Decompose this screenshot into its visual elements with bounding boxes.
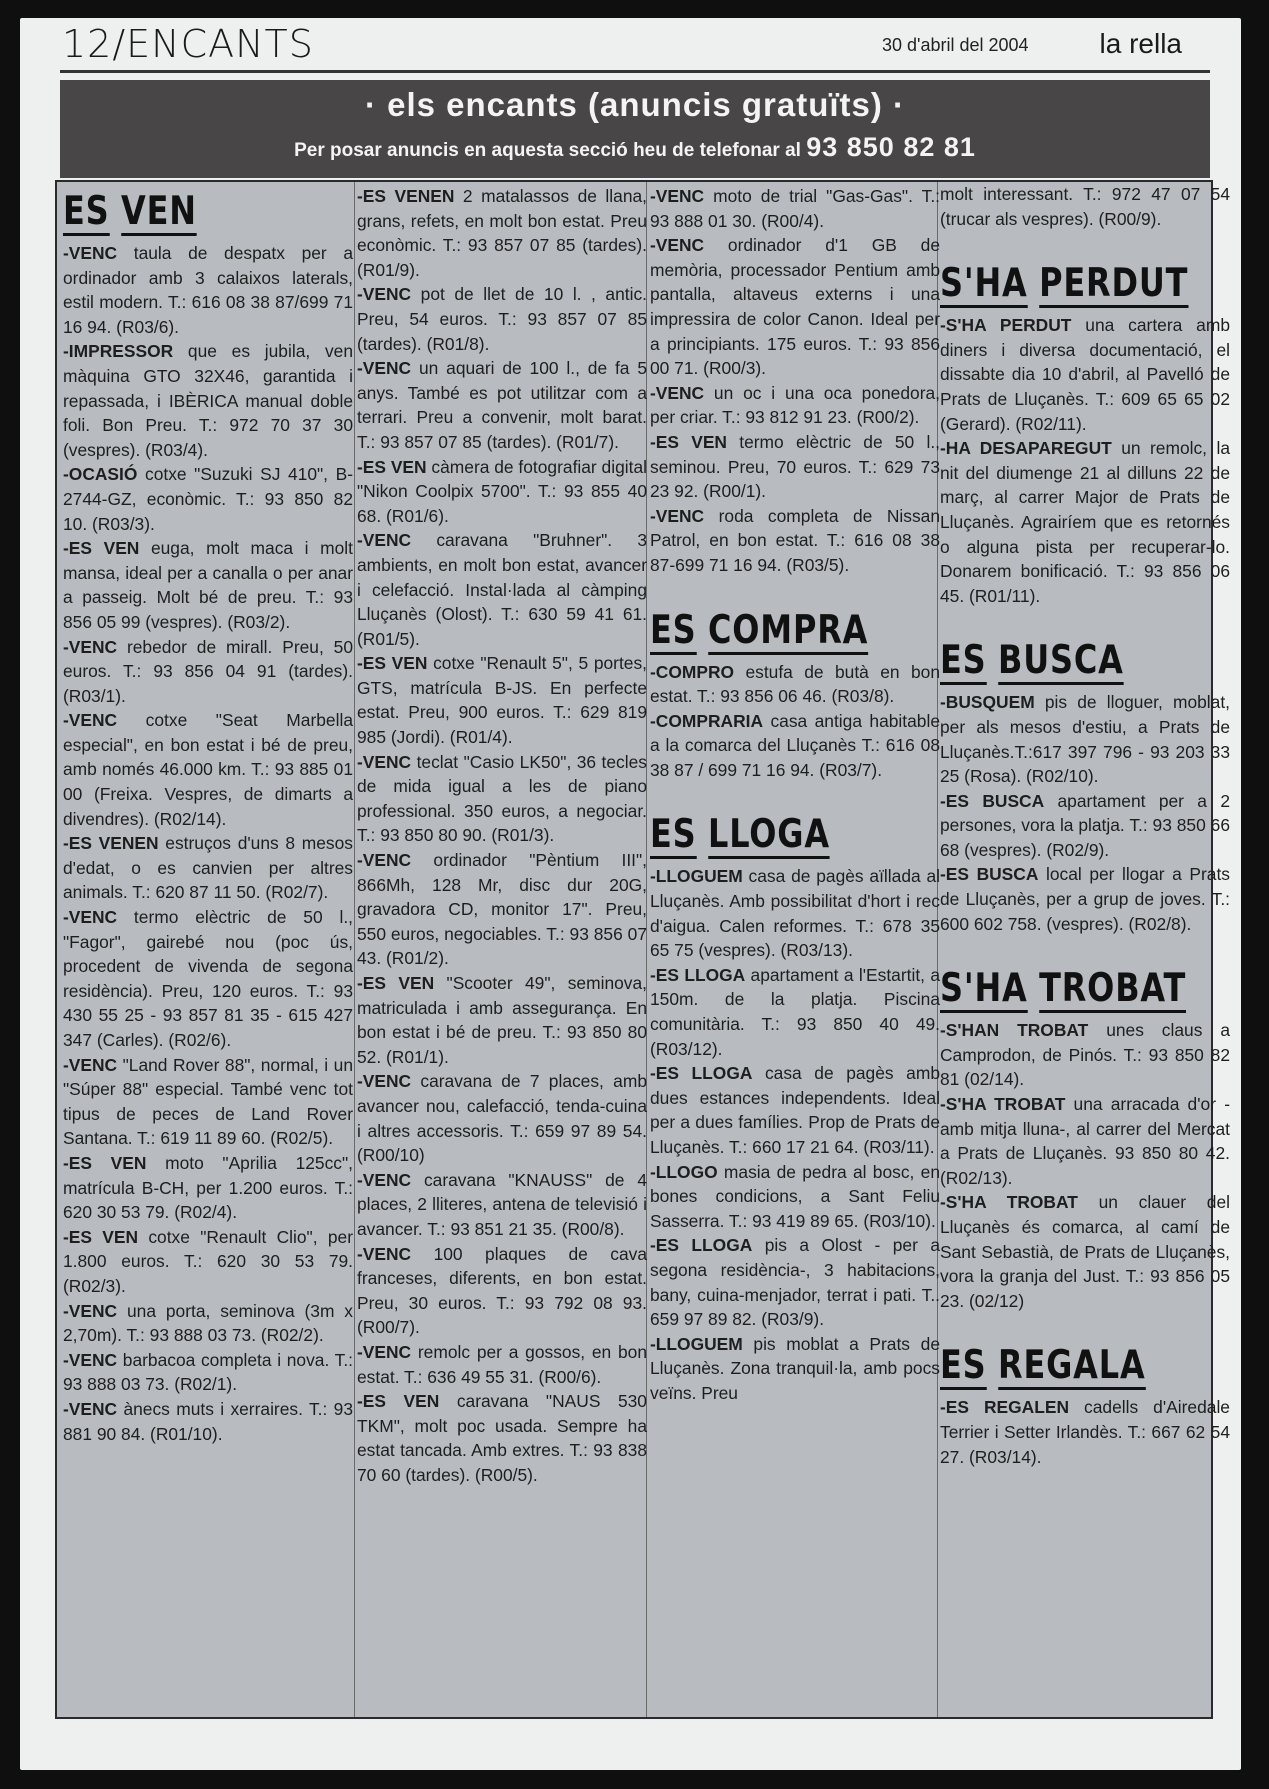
ad-lead: -VENC <box>650 505 705 526</box>
classified-ad <box>650 1160 940 1234</box>
ad-lead: -VENC <box>357 284 412 305</box>
ad-lead: -VENC <box>63 907 118 928</box>
ad-text: rebedor de mirall. Preu, 50 euros. T.: 93 856 04 91 (tardes). (R03/1). <box>63 636 353 706</box>
ad-lead: -LLOGUEM <box>650 866 743 887</box>
ad-text: cotxe "Suzuki SJ 410", B-2744-GZ, econòmic. T.: 93 850 82 10. (R03/3). <box>63 464 353 534</box>
category-heading-word: LLOGA <box>708 812 830 858</box>
ad-text: 2 matalassos de llana, grans, refets, en molt bon estat. Preu econòmic. T.: 93 857 07 85 (tardes). (R01/9). <box>357 186 647 280</box>
ad-lead: -VENC <box>357 751 412 772</box>
classified-ad <box>357 455 647 529</box>
ad-text: cotxe "Seat Marbella especial", en bon estat i bé de preu, amb només 46.000 km. T.: 93 885 01 00 (Freixa. Vespres, de dimarts a divendres). (R02/14). <box>63 710 353 829</box>
banner-instructions: Per posar anuncis en aquesta secció heu de telefonar al <box>294 140 801 161</box>
ad-text: euga, molt maca i molt mansa, ideal per a canalla o per anar a passeig. Molt bé de preu. T.: 93 856 05 99 (vespres). (R03/2). <box>63 538 353 632</box>
ad-lead: -VENC <box>357 1169 412 1190</box>
classified-ad <box>357 1340 647 1389</box>
classified-ad <box>357 356 647 454</box>
ad-text: casa de pagès aïllada al Lluçanès. Amb possibilitat d'hort i rec d'aigua. Calen reformes. T.: 678 35 65 75 (vespres). (R03/13). <box>650 866 940 961</box>
ad-text: teclat "Casio LK50", 36 tecles de mida igual a les de piano professional. 350 euros, a negociar. T.: 93 850 80 90. (R01/3). <box>357 751 647 846</box>
classified-ad <box>940 313 1230 436</box>
classified-ad <box>940 436 1230 608</box>
category-heading <box>63 187 301 239</box>
ad-text: "Scooter 49", seminova, matriculada i amb assegurança. En bon estat i bé de preu. T.: 93 850 80 52. (R01/1). <box>357 973 647 1067</box>
category-heading <box>940 964 1187 1016</box>
ad-lead: -ES VEN <box>63 1226 139 1247</box>
ad-text: estufa de butà en bon estat. T.: 93 856 06 46. (R03/8). <box>650 661 940 707</box>
ad-lead: -ES VEN <box>650 431 727 452</box>
category-heading-word: TROBAT <box>1039 966 1187 1012</box>
category-heading <box>940 636 1178 688</box>
section-gap <box>650 578 940 606</box>
ad-text: un remolc, la nit del diumenge 21 al dilluns 22 de març, al carrer Major de Prats de Lluçanès. Agrairíem que es retornés o alguna pista per recuperar-lo. Donarem bonificació. T.: 93 856 06 45. (R01/11). <box>940 438 1230 606</box>
section-gap <box>940 936 1230 964</box>
classified-ad <box>650 1332 940 1406</box>
category-heading-word: REGALA <box>998 1343 1146 1389</box>
classified-ad <box>940 690 1230 788</box>
ad-lead: -VENC <box>63 1398 118 1419</box>
category-heading-word: ES <box>940 638 987 684</box>
category-heading-word: COMPRA <box>708 607 869 653</box>
column-2 <box>357 184 647 1719</box>
classified-ad <box>357 971 647 1069</box>
classified-ad <box>63 339 353 462</box>
ad-text: estruços d'uns 8 mesos d'edat, o es canvien per altres animals. T.: 620 87 11 50. (R02/7). <box>63 833 353 903</box>
category-heading <box>650 606 888 658</box>
ad-text: casa de pagès amb dues estances independents. Ideal per a dues famílies. Prop de Prats de Lluçanès. T.: 660 17 21 64. (R03/11). <box>650 1063 940 1157</box>
classified-ad <box>940 1092 1230 1190</box>
ad-text: roda completa de Nissan Patrol, en bon estat. T.: 616 08 38 87-699 71 16 94. (R03/5). <box>650 505 940 575</box>
ad-lead: -BUSQUEM <box>940 692 1035 713</box>
classified-ad <box>650 184 940 233</box>
ad-lead: -OCASIÓ <box>63 464 138 485</box>
column-1 <box>63 187 353 1722</box>
ad-text: molt interessant. T.: 972 47 07 54 (trucar als vespres). (R00/9). <box>940 184 1230 229</box>
ad-lead: -VENC <box>357 1341 412 1362</box>
ad-lead: -ES BUSCA <box>940 790 1045 811</box>
ad-text: remolc per a gossos, en bon estat. T.: 636 49 55 31. (R00/6). <box>357 1341 647 1387</box>
ad-lead: -COMPRO <box>650 661 735 682</box>
header-rule <box>60 70 1210 73</box>
ad-text: caravana "Bruhner". 3 ambients, en molt bon estat, avancer i celefacció. Instal·lada al càmping Lluçanès (Olost). T.: 630 59 41 61. (R01/5). <box>357 530 647 649</box>
classified-ad <box>63 462 353 536</box>
ad-lead: -S'HA TROBAT <box>940 1192 1078 1213</box>
ad-lead: -VENC <box>357 358 412 379</box>
ad-lead: -LLOGO <box>650 1161 718 1182</box>
category-heading <box>650 810 888 862</box>
ad-text: termo elèctric de 50 l., "Fagor", gairebé nou (poc ús, procedent de vivenda de segona residència). Preu, 120 euros. T.: 93 430 55 25 - 93 857 81 35 - 615 427 347 (Carles). (R02/6). <box>63 907 353 1050</box>
category-heading-word: PERDUT <box>1039 261 1189 307</box>
classified-ad <box>357 651 647 749</box>
category-heading-word: S'HA <box>940 261 1028 307</box>
ad-lead: -ES VENEN <box>63 833 159 854</box>
ad-lead: -VENC <box>357 850 412 871</box>
ad-text: una cartera amb diners i diversa documentació, el dissabte dia 10 d'abril, al Pavelló de Prats de Lluçanès. T.: 609 65 65 02 (Gerard). (R02/11). <box>940 315 1230 434</box>
ad-text: pis a Olost - per a segona residència-, 3 habitacions, bany, cuina-menjador, terrat i pati. T.. 659 97 89 82. (R03/9). <box>650 1235 940 1330</box>
category-heading-word: ES <box>63 189 110 234</box>
classified-ad <box>357 1389 647 1487</box>
classified-ad <box>63 1151 353 1225</box>
classified-ad <box>63 1299 353 1348</box>
ad-text: "Land Rover 88", normal, i un "Súper 88" especial. També venc tot tipus de peces de Land Rover Santana. T.: 619 11 89 60. (R02/5). <box>63 1054 353 1149</box>
classified-ad <box>650 1061 940 1159</box>
classified-ad <box>650 709 940 783</box>
ad-text: moto de trial "Gas-Gas". T.: 93 888 01 30. (R00/4). <box>650 186 940 231</box>
classified-ad <box>650 1233 940 1331</box>
ad-text: una porta, seminova (3m x 2,70m). T.: 93 888 03 73. (R02/2). <box>63 1300 353 1346</box>
ad-text: apartament per a 2 persones, vora la platja. T.: 93 850 66 68 (vespres). (R02/9). <box>940 790 1230 860</box>
ad-text: termo elèctric de 50 l., seminou. Preu, 70 euros. T.: 629 73 23 92. (R00/1). <box>650 431 940 502</box>
ad-lead: -VENC <box>63 710 118 731</box>
classified-ad <box>940 789 1230 863</box>
banner-title: · els encants (anuncis gratuïts) · <box>364 86 906 123</box>
category-heading-word: ES <box>650 607 697 653</box>
ad-lead: -ES BUSCA <box>940 864 1039 885</box>
ad-text: caravana "KNAUSS" de 4 places, 2 lliteres, antena de televisió i avancer. T.: 93 851 21 35. (R00/8). <box>357 1169 647 1239</box>
ad-text: ordinador d'1 GB de memòria, processador Pentium amb pantalla, altaveus externs i una impressira de color Canon. Ideal per a principiants. 175 euros. T.: 93 856 00 71. (R00/3). <box>650 235 940 379</box>
category-heading <box>940 1341 1178 1393</box>
category-heading-word: ES <box>650 812 697 858</box>
classified-ad <box>357 1242 647 1340</box>
ad-lead: -ES VEN <box>357 456 427 477</box>
classified-ad <box>63 1397 353 1446</box>
ad-text: pis moblat a Prats de Lluçanès. Zona tranquil·la, amb pocs veïns. Preu <box>650 1333 940 1403</box>
classified-ad <box>357 528 647 651</box>
ad-lead: -VENC <box>357 1071 412 1092</box>
ad-lead: -COMPRARIA <box>650 710 764 731</box>
classified-ad <box>650 864 940 962</box>
classified-ad <box>63 708 353 831</box>
classifieds-body <box>55 180 1230 1719</box>
classified-ad <box>63 241 353 339</box>
ad-text: moto "Aprilia 125cc", matrícula B-CH, per 1.200 euros. T.: 620 30 53 79. (R02/4). <box>63 1152 353 1223</box>
ad-text: apartament a l'Estartit, a 150m. de la platja. Piscina comunitària. T.: 93 850 40 49. (R03/12). <box>650 964 940 1059</box>
ad-lead: -S'HA TROBAT <box>940 1094 1066 1115</box>
classified-ad <box>940 182 1230 231</box>
classified-ad <box>357 282 647 356</box>
ad-text: pis de lloguer, moblat, per als mesos d'estiu, a Prats de Lluçanès.T.:617 397 796 - 93 203 33 25 (Rosa). (R02/10). <box>940 692 1230 787</box>
column-divider <box>354 182 355 1717</box>
ad-lead: -VENC <box>650 235 705 256</box>
ad-lead: -S'HAN TROBAT <box>940 1020 1089 1041</box>
ad-lead: -HA DESAPAREGUT <box>940 438 1112 459</box>
section-gap <box>940 1313 1230 1341</box>
classified-ad <box>650 233 940 381</box>
ad-lead: -ES LLOGA <box>650 1235 753 1256</box>
banner-phone: 93 850 82 81 <box>806 132 976 162</box>
ad-text: caravana de 7 places, amb avancer nou, calefacció, tenda-cuina i altres accessoris. T.: 659 97 89 54. (R00/10) <box>357 1071 647 1166</box>
classified-ad <box>650 504 940 578</box>
ad-text: una arracada d'or -amb mitja lluna-, al carrer del Mercat a Prats de Lluçanès. 93 850 80 42. (R02/13). <box>940 1094 1230 1188</box>
ad-lead: -ES VEN <box>63 538 140 559</box>
classified-ad <box>63 905 353 1053</box>
ad-text: cotxe "Renault Clio", per 1.800 euros. T.: 620 30 53 79. (R02/3). <box>63 1226 353 1296</box>
ad-text: casa antiga habitable a la comarca del Lluçanès T.: 616 08 38 87 / 699 71 16 94. (R03/7). <box>650 710 940 780</box>
column-3 <box>650 184 940 1719</box>
section-gap <box>940 231 1230 259</box>
classified-ad <box>940 862 1230 936</box>
section-gap <box>940 608 1230 636</box>
ad-lead: -VENC <box>63 243 118 263</box>
classified-ad <box>357 1069 647 1167</box>
classified-ad <box>940 1190 1230 1313</box>
ad-lead: -VENC <box>63 1054 118 1075</box>
ad-lead: -IMPRESSOR <box>63 341 174 362</box>
category-heading-word: ES <box>940 1343 987 1389</box>
ad-text: local per llogar a Prats de Lluçanès, per a grup de joves. T.: 600 602 758. (vespres). (R02/8). <box>940 864 1230 934</box>
ad-text: un oc i una oca ponedora, per criar. T.: 93 812 91 23. (R00/2). <box>650 382 940 428</box>
page-header <box>40 20 1200 66</box>
ad-lead: -ES LLOGA <box>650 1063 753 1084</box>
category-heading-word: VEN <box>121 189 197 234</box>
ad-text: masia de pedra al bosc, en bones condicions, a Sant Feliu Sasserra. T.: 93 419 89 65. (R03/10). <box>650 1161 940 1231</box>
ad-text: un aquari de 100 l., de fa 5 anys. També es pot utilitzar com a terrari. Preu a convenir, molt barat. T.: 93 857 07 85 (tardes). (R01/7). <box>357 358 647 452</box>
section-title: 12/ENCANTS <box>62 22 314 66</box>
ad-lead: -ES VEN <box>357 653 428 674</box>
ad-text: ordinador "Pèntium III", 866Mh, 128 Mr, disc dur 20G, gravadora CD, monitor 17". Preu, 550 euros, negociables. T.: 93 856 07 43. (R01/2). <box>357 850 647 969</box>
ad-text: unes claus a Camprodon, de Pinós. T.: 93 850 82 81 (02/14). <box>940 1020 1230 1090</box>
ad-lead: -ES REGALEN <box>940 1397 1070 1418</box>
classified-ad <box>357 848 647 971</box>
classified-ad <box>357 750 647 848</box>
column-4 <box>940 182 1230 1717</box>
ad-text: ànecs muts i xerraires. T.: 93 881 90 84. (R01/10). <box>63 1398 353 1444</box>
classified-ad <box>650 381 940 430</box>
classifieds-banner <box>60 80 1210 178</box>
ad-lead: -VENC <box>63 1349 118 1370</box>
classified-ad <box>63 831 353 905</box>
ad-text: cotxe "Renault 5", 5 portes, GTS, matrícula B-JS. En perfecte estat. Preu, 900 euros. T.: 629 819 985 (Jordi). (R01/4). <box>357 653 647 748</box>
ad-lead: -VENC <box>63 636 118 657</box>
classified-ad <box>650 963 940 1061</box>
ad-text: 100 plaques de cava franceses, diferents, en bon estat. Preu, 30 euros. T.: 93 792 08 93. (R00/7). <box>357 1243 647 1338</box>
ad-lead: -ES VENEN <box>357 186 455 206</box>
ad-lead: -ES VEN <box>357 1391 440 1412</box>
ad-text: un clauer del Lluçanès és comarca, al camí de Sant Sebastià, de Prats de Lluçanès, vora la granja del Just. T.: 93 856 05 23. (02/12) <box>940 1192 1230 1311</box>
category-heading <box>940 259 1189 311</box>
ad-lead: -LLOGUEM <box>650 1333 743 1354</box>
section-gap <box>650 782 940 810</box>
ad-text: que es jubila, ven màquina GTO 32X46, garantida i repassada, i IBÈRICA manual doble foli. Bon Preu. T.: 972 70 37 30 (vespres). (R03/4). <box>63 341 353 460</box>
category-heading-word: BUSCA <box>998 638 1124 684</box>
classified-ad <box>63 635 353 709</box>
ad-text: taula de despatx per a ordinador amb 3 calaixos laterals, estil modern. T.: 616 08 38 87/699 71 16 94. (R03/6). <box>63 243 353 337</box>
ad-text: barbacoa completa i nova. T.: 93 888 03 73. (R02/1). <box>63 1349 353 1395</box>
ad-lead: -ES VEN <box>357 973 435 993</box>
ad-lead: -VENC <box>63 1300 118 1321</box>
classified-ad <box>940 1395 1230 1469</box>
classified-ad <box>63 1348 353 1397</box>
classified-ad <box>650 660 940 709</box>
classified-ad <box>357 1168 647 1242</box>
issue-date: 30 d'abril del 2004 <box>882 35 1029 55</box>
classified-ad <box>63 536 353 634</box>
ad-lead: -VENC <box>357 1243 412 1264</box>
ad-text: caravana "NAUS 530 TKM", molt poc usada. Sempre ha estat tancada. Amb extres. T.: 93 838 70 60 (tardes). (R00/5). <box>357 1391 647 1485</box>
ad-lead: -VENC <box>650 186 705 206</box>
ad-lead: -ES VEN <box>63 1152 147 1173</box>
classified-ad <box>940 1018 1230 1092</box>
classified-ad <box>357 184 647 282</box>
ad-text: càmera de fotografiar digital "Nikon Coolpix 5700". T.: 93 855 40 68. (R01/6). <box>357 456 647 526</box>
banner-subtitle <box>60 132 1210 163</box>
ad-lead: -VENC <box>650 382 705 403</box>
category-heading-word: S'HA <box>940 966 1028 1012</box>
ad-lead: -ES LLOGA <box>650 964 746 985</box>
ad-text: cadells d'Airedale Terrier i Setter Irlandès. T.: 667 62 54 27. (R03/14). <box>940 1397 1230 1467</box>
publication-name: la rella <box>1099 28 1182 59</box>
classified-ad <box>63 1053 353 1151</box>
ad-lead: -S'HA PERDUT <box>940 315 1072 336</box>
ad-lead: -VENC <box>357 530 412 551</box>
classified-ad <box>63 1225 353 1299</box>
classified-ad <box>650 430 940 504</box>
ad-text: pot de llet de 10 l. , antic. Preu, 54 euros. T.: 93 857 07 85 (tardes). (R01/8). <box>357 284 647 354</box>
